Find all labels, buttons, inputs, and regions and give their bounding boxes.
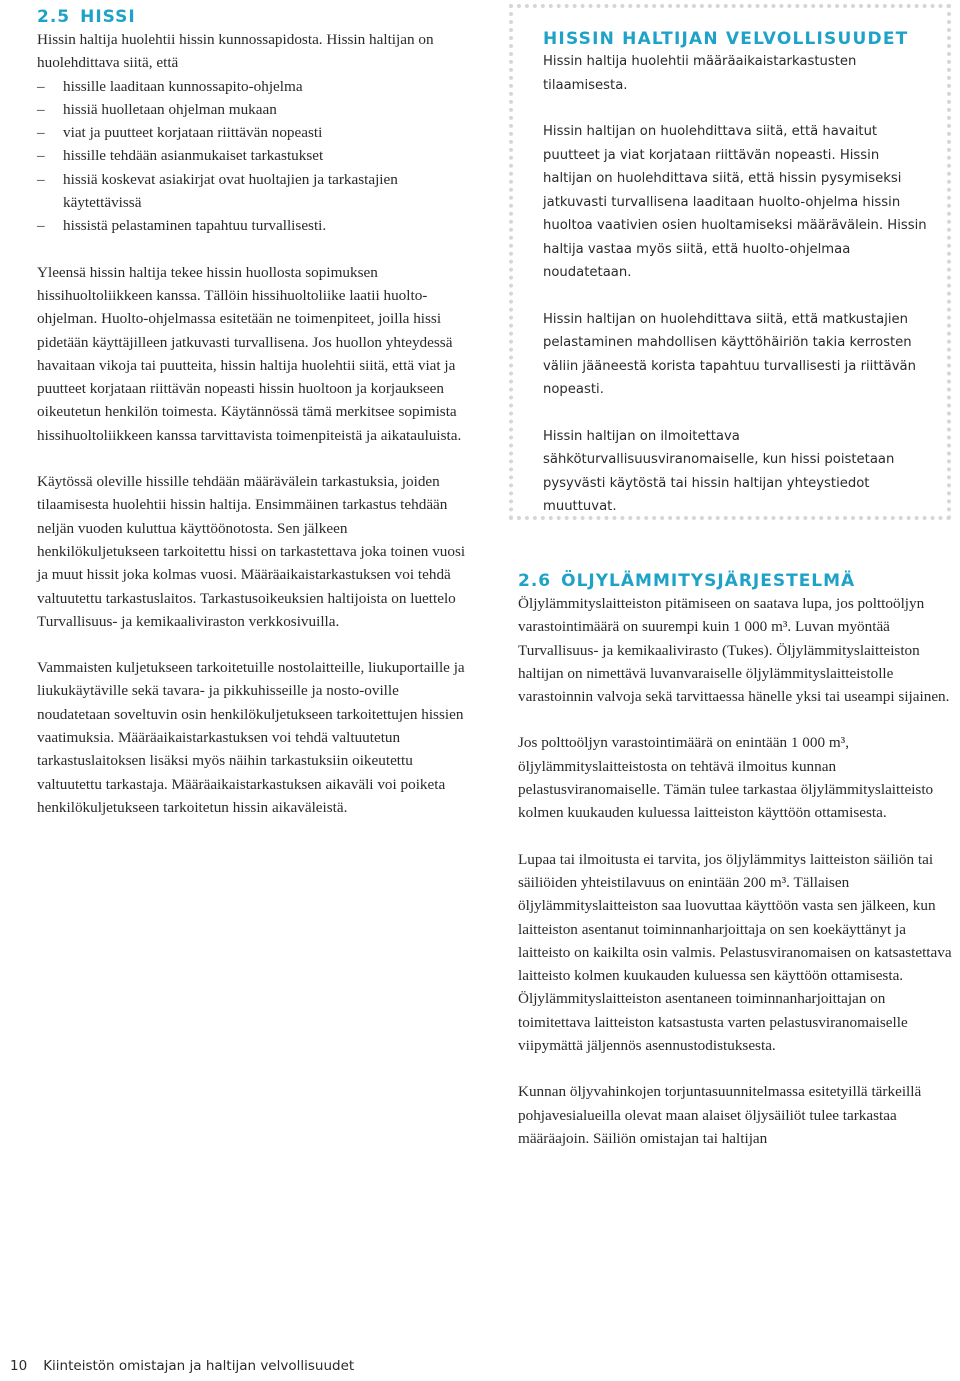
box-paragraph: Hissin haltijan on huolehdittava siitä, että havaitut puutteet ja viat korjataan riittävän nopeasti. Hissin haltijan on huolehdittava siitä, että hissin pysymiseksi jatkuvasti turvallisena laaditaan huolto-ohjelma hissin huoltoa vaativien osien huoltamiseksi määrävälein. Hissin haltija vastaa myös siitä, että huolto-ohjelmaa noudatetaan. bbox=[543, 124, 927, 280]
section-title: HISSI bbox=[80, 7, 136, 27]
paragraph: Lupaa tai ilmoitusta ei tarvita, jos öljylämmitys laitteiston säiliön tai säiliöiden yhteistilavuus on enintään 200 m³. Tällaisen öljylämmityslaitteiston saa luovuttaa käyttöön vasta sen jälkeen, kun laitteiston asentanut toiminnanharjoittaja on sen koekäyttänyt ja laitteisto on kaikilta osin valmis. Pelastusviranomaisen on katsastettava laitteisto kolmen kuukauden kuluessa sen käyttöön ottamisesta. Öljylämmityslaitteiston asentaneen toiminnanharjoittajan on toimitettava laitteiston katsastusta varten pelastusviranomaiselle viipymättä jäljennös asennustodistuksesta. bbox=[518, 850, 952, 1055]
section-title: ÖLJYLÄMMITYSJÄRJESTELMÄ bbox=[561, 571, 856, 591]
list-item: – hissistä pelastaminen tapahtuu turvallisesti. bbox=[37, 214, 467, 237]
page-number: 10 bbox=[10, 1358, 28, 1374]
box-paragraph: Hissin haltijan on huolehdittava siitä, että matkustajien pelastaminen mahdollisen käyttöhäiriön takia kerrosten väliin jääneestä korista tapahtuu turvallisesti ja riittävän nopeasti. bbox=[543, 311, 916, 397]
section-heading-hissi bbox=[37, 6, 467, 28]
paragraph: Kunnan öljyvahinkojen torjuntasuunnitelmassa esitetyillä tärkeillä pohjavesialueilla olevat maan alaiset öljysäiliöt tulee tarkastaa määräajoin. Säiliön omistajan tai haltijan bbox=[518, 1083, 922, 1147]
page-footer bbox=[10, 1358, 354, 1374]
footer-title: Kiinteistön omistajan ja haltijan velvollisuudet bbox=[43, 1358, 355, 1374]
section-heading-oljylammitys bbox=[518, 570, 958, 592]
section-number: 2.6 bbox=[518, 571, 552, 591]
list-item: – hissille laaditaan kunnossapito-ohjelma bbox=[37, 75, 467, 98]
paragraph: Jos polttoöljyn varastointimäärä on enintään 1 000 m³, öljylämmityslaitteistosta on tehtävä ilmoitus kunnan pelastusviranomaiselle. Tämän tulee tarkastaa öljylämmityslaitteisto kolmen kuukauden kuluessa laitteiston käyttöön ottamisesta. bbox=[518, 734, 934, 822]
list-item: – hissiä koskevat asiakirjat ovat huoltajien ja tarkastajien käytettävissä bbox=[37, 168, 467, 215]
paragraph: Öljylämmityslaitteiston pitämiseen on saatava lupa, jos polttoöljyn varastointimäärä on suurempi kuin 1 000 m³. Luvan myöntää Turvallisuus- ja kemikaalivirasto (Tukes). Öljylämmityslaitteiston haltijan on nimettävä luvanvaraiselle öljylämmityslaitteistolle varastoinnin valvoja sekä tarvittaessa hänelle yksi tai useampi sijainen. bbox=[518, 595, 950, 706]
obligation-list bbox=[37, 75, 467, 238]
list-item: – viat ja puutteet korjataan riittävän nopeasti bbox=[37, 121, 467, 144]
right-column bbox=[518, 570, 958, 1150]
list-item: – hissiä huolletaan ohjelman mukaan bbox=[37, 98, 467, 121]
section-number: 2.5 bbox=[37, 7, 71, 27]
intro-paragraph: Hissin haltija huolehtii hissin kunnossapidosta. Hissin haltijan on huolehdittava siitä, että bbox=[37, 31, 434, 72]
paragraph: Vammaisten kuljetukseen tarkoitetuille nostolaitteille, liukuportaille ja liukukäytäville sekä tavara- ja pikkuhisseille ja nosto-oville noudatetaan soveltuvin osin henkilökuljetukseen tarkoitettujen hissien vaatimuksia. Määräaikaistarkastuksen voi tehdä valtuutetun tarkastuslaitoksen lisäksi myös näihin tarkastuksiin oikeutettu valtuutettu tarkastaja. Määräaikaistarkastuksen aikaväli voi poiketa henkilökuljetukseen tarkoitetun hissin aikaväleistä. bbox=[37, 659, 465, 816]
box-title: HISSIN HALTIJAN VELVOLLISUUDET bbox=[543, 29, 909, 49]
paragraph: Käytössä oleville hissille tehdään määrävälein tarkastuksia, joiden tilaamisesta huolehtii hissin haltija. Ensimmäinen tarkastus tehdään neljän vuoden kuluttua käyttöönotosta. Sen jälkeen henkilökuljetukseen tarkoitettu hissi on tarkastettava joka toinen vuosi ja muut hissit joka kolmas vuosi. Määräaikaistarkastuksen voi tehdä valtuutettu tarkastuslaitos. Tarkastusoikeuksien haltijoista on luettelo Turvallisuus- ja kemikaaliviraston verkkosivuilla. bbox=[37, 473, 466, 630]
obligations-info-box bbox=[509, 4, 951, 520]
box-paragraph: Hissin haltija huolehtii määräaikaistarkastusten tilaamisesta. bbox=[543, 54, 857, 93]
left-column bbox=[37, 6, 467, 819]
box-paragraph: Hissin haltijan on ilmoitettava sähköturvallisuusviranomaiselle, kun hissi poistetaan pysyvästi käytöstä tai hissin haltijan yhteystiedot muuttuvat. bbox=[543, 428, 895, 514]
paragraph: Yleensä hissin haltija tekee hissin huollosta sopimuksen hissihuoltoliikkeen kanssa. Tällöin hissihuoltoliike laatii huolto-ohjelman. Huolto-ohjelmassa esitetään ne toimenpiteet, joilla hissi pidetään käyttäjilleen jatkuvasti turvallisena. Jos huollon yhteydessä havaitaan vikoja tai puutteita, hissin haltija huolehtii siitä, että viat ja puutteet korjataan riittävän nopeasti hissin huoltoon ja korjaukseen oikeutetun henkilön toimesta. Käytännössä tämä merkitsee sopimista hissihuoltoliikkeen kanssa tarvittavista toimenpiteistä ja aikatauluista. bbox=[37, 263, 462, 444]
list-item: – hissille tehdään asianmukaiset tarkastukset bbox=[37, 144, 467, 167]
